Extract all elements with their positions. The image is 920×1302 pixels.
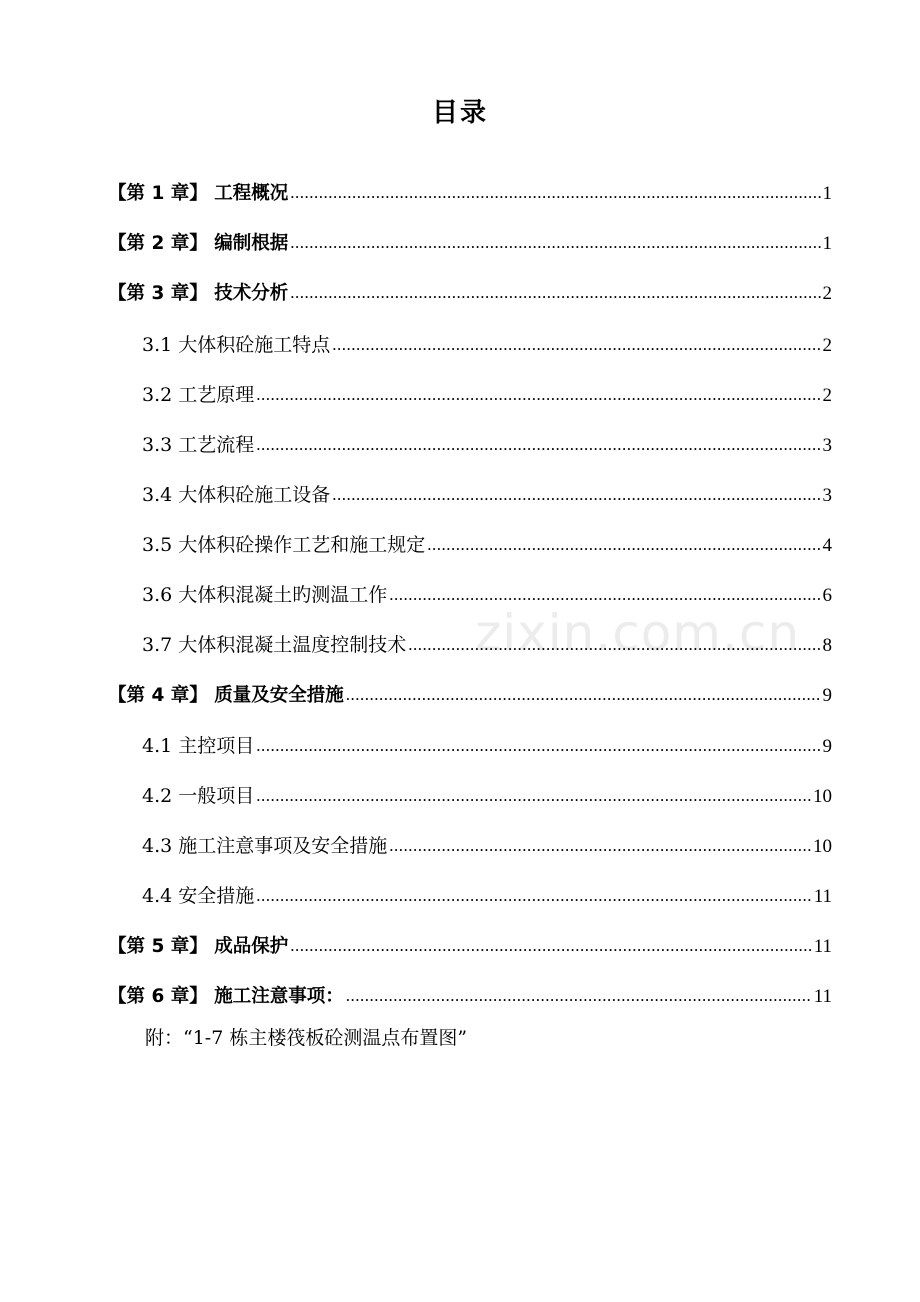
- toc-entry[interactable]: [108, 983, 832, 1011]
- toc-entry[interactable]: [142, 782, 832, 810]
- toc-leader-dots: [256, 381, 820, 409]
- toc-entry-label: 【第 2 章】 编制根据: [108, 233, 289, 254]
- toc-entry-label: 【第 4 章】 质量及安全措施: [108, 685, 344, 706]
- toc-leader-dots: [290, 279, 820, 307]
- toc-leader-dots: [346, 681, 821, 709]
- toc-entry[interactable]: [142, 581, 832, 609]
- toc-leader-dots: [408, 631, 820, 659]
- toc-leader-dots: [389, 832, 811, 860]
- toc-page-number: 8: [822, 635, 832, 656]
- toc-entry[interactable]: [142, 882, 832, 910]
- toc-leader-dots: [389, 581, 820, 609]
- toc-page-number: 11: [813, 936, 832, 957]
- toc-entry-label: 3.1 大体积砼施工特点: [142, 334, 331, 356]
- toc-page-number: 2: [822, 335, 832, 356]
- toc-leader-dots: [290, 932, 812, 960]
- toc-page-number: 2: [822, 385, 832, 406]
- toc-entry-label: 3.3 工艺流程: [142, 434, 255, 456]
- toc-page-number: 2: [822, 283, 832, 304]
- toc-page-number: 3: [822, 435, 832, 456]
- toc-leader-dots: [290, 229, 820, 257]
- toc-leader-dots: [256, 431, 820, 459]
- toc-page-number: 9: [822, 736, 832, 757]
- toc-entry-label: 3.2 工艺原理: [142, 384, 255, 406]
- toc-leader-dots: [346, 982, 812, 1010]
- toc-leader-dots: [256, 732, 820, 760]
- watermark: zixin.com.cn: [475, 604, 801, 662]
- toc-entry[interactable]: [142, 531, 832, 559]
- toc-entry-label: 4.1 主控项目: [142, 735, 255, 757]
- toc-entry-label: 【第 1 章】 工程概况: [108, 183, 289, 204]
- toc-entry[interactable]: [142, 631, 832, 659]
- toc-leader-dots: [332, 331, 820, 359]
- toc-entry[interactable]: [142, 331, 832, 359]
- toc-leader-dots: [256, 782, 811, 810]
- toc-leader-dots: [256, 882, 811, 910]
- toc-entry-label: 【第 3 章】 技术分析: [108, 283, 289, 304]
- toc-leader-dots: [332, 481, 820, 509]
- toc-page-number: 1: [822, 183, 832, 204]
- toc-page-number: 10: [813, 836, 832, 857]
- toc-entry[interactable]: [108, 933, 832, 961]
- toc-page-number: 1: [822, 233, 832, 254]
- toc-entry[interactable]: [142, 732, 832, 760]
- toc-entry[interactable]: [142, 381, 832, 409]
- page-title: 目录: [431, 98, 488, 128]
- toc-entry-label: 3.7 大体积混凝土温度控制技术: [142, 634, 407, 656]
- toc-page-number: 4: [822, 535, 832, 556]
- toc-page-number: 11: [813, 986, 832, 1007]
- toc-entry-label: 4.4 安全措施: [142, 885, 255, 907]
- toc-entry-label: 【第 6 章】 施工注意事项：: [108, 986, 344, 1007]
- toc-entry-label: 3.6 大体积混凝土旳测温工作: [142, 584, 388, 606]
- toc-page-number: 3: [822, 485, 832, 506]
- toc-leader-dots: [290, 179, 820, 207]
- toc-entry-label: 3.4 大体积砼施工设备: [142, 484, 331, 506]
- toc-entry[interactable]: [108, 280, 832, 308]
- toc-entry[interactable]: [108, 682, 832, 710]
- toc-page-number: 11: [813, 886, 832, 907]
- toc-entry[interactable]: [142, 481, 832, 509]
- toc-entry[interactable]: [142, 832, 832, 860]
- appendix-note: 附：“1-7 栋主楼筏板砼测温点布置图”: [145, 1027, 468, 1049]
- toc-page-number: 10: [813, 786, 832, 807]
- toc-entry[interactable]: [108, 230, 832, 258]
- toc-leader-dots: [427, 531, 820, 559]
- toc-page-number: 9: [822, 685, 832, 706]
- toc-entry-label: 3.5 大体积砼操作工艺和施工规定: [142, 534, 426, 556]
- toc-entry-label: 4.3 施工注意事项及安全措施: [142, 835, 388, 857]
- toc-page-number: 6: [822, 585, 832, 606]
- toc-entry[interactable]: [108, 180, 832, 208]
- toc-entry-label: 【第 5 章】 成品保护: [108, 936, 289, 957]
- toc-entry[interactable]: [142, 431, 832, 459]
- toc-entry-label: 4.2 一般项目: [142, 785, 255, 807]
